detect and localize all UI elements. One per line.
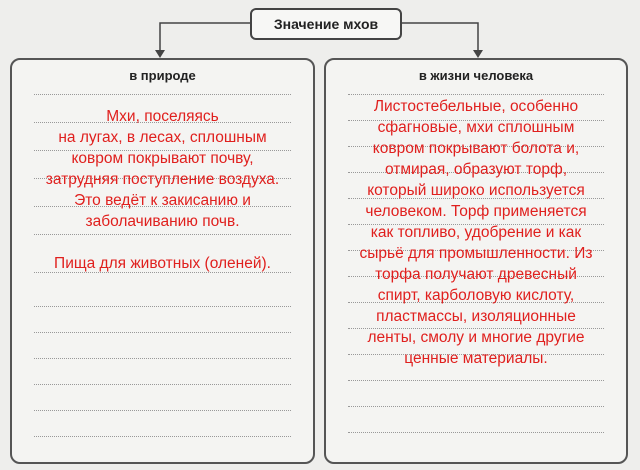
nature-handwritten-paragraph	[12, 106, 313, 232]
ruled-line	[34, 306, 291, 307]
text-line: пластмассы, изоляционные	[376, 308, 576, 325]
nature-food-line: Пища для животных (оленей).	[54, 255, 271, 272]
panel-human	[324, 58, 628, 464]
header-title-box	[250, 8, 402, 40]
ruled-line	[34, 332, 291, 333]
text-line: Листостебельные, особенно	[373, 98, 579, 115]
text-line: ленты, смолу и многие другие	[367, 329, 585, 346]
panel-nature-title: в природе	[129, 68, 196, 83]
text-line: Это ведёт к закисанию и	[74, 192, 251, 209]
text-line: сырьё для промышленности. Из	[359, 245, 593, 262]
text-line: человеком. Торф применяется	[365, 203, 587, 220]
ruled-line	[34, 234, 291, 235]
text-line: торфа получают древесный	[375, 266, 577, 283]
text-line: ковром покрывают почву,	[71, 150, 254, 167]
ruled-line	[348, 406, 604, 407]
text-line: на лугах, в лесах, сплошным	[58, 129, 267, 146]
text-line: спирт, карболовую кислоту,	[377, 287, 575, 304]
text-line: сфагновые, мхи сплошным	[377, 119, 575, 136]
header-title: Значение мхов	[273, 16, 379, 32]
ruled-line	[34, 384, 291, 385]
panel-human-title: в жизни человека	[418, 68, 534, 83]
text-line: заболачиванию почв.	[85, 213, 240, 230]
text-line: Мхи, поселяясь	[106, 108, 219, 125]
text-line: ковром покрывают болота и,	[372, 140, 580, 157]
panel-nature	[10, 58, 315, 464]
ruled-line	[348, 380, 604, 381]
ruled-line	[348, 432, 604, 433]
human-handwritten-paragraph	[326, 96, 626, 369]
text-line: который широко используется	[367, 182, 585, 199]
ruled-line	[34, 358, 291, 359]
text-line: затрудняя поступление воздуха.	[45, 171, 280, 188]
text-line: отмирая, образуют торф,	[384, 161, 568, 178]
text-line: ценные материалы.	[404, 350, 548, 367]
ruled-line	[34, 436, 291, 437]
ruled-line	[348, 94, 604, 95]
text-line: как топливо, удобрение и как	[370, 224, 582, 241]
ruled-line	[34, 94, 291, 95]
ruled-line	[34, 410, 291, 411]
